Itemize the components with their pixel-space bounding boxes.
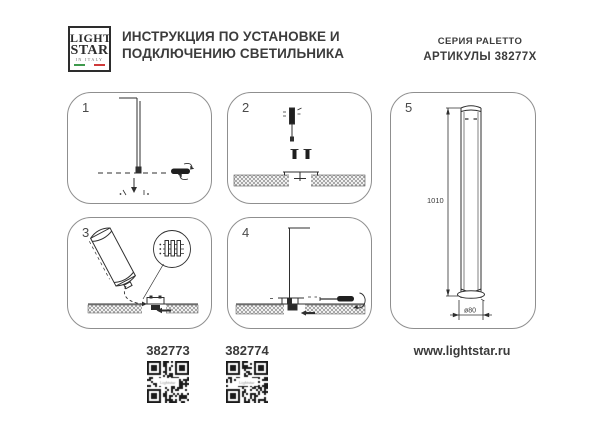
step-4-drawing xyxy=(228,218,371,328)
article-code-382773: 382773 xyxy=(146,343,190,358)
connection-wire xyxy=(124,286,147,306)
italy-flag-icon xyxy=(74,64,105,67)
lamp-pole-side-view xyxy=(119,98,141,173)
lamp-cylinder xyxy=(458,106,485,301)
articles-label: АРТИКУЛЫ 38277X xyxy=(423,51,537,63)
step-1-number: 1 xyxy=(82,100,90,115)
step-4-number: 4 xyxy=(242,225,250,240)
page-title-line1: ИНСТРУКЦИЯ ПО УСТАНОВКЕ И xyxy=(122,29,340,44)
step-2-number: 2 xyxy=(242,100,250,115)
article-code-382774: 382774 xyxy=(225,343,269,358)
step-2-panel xyxy=(227,92,372,204)
logo-text-light: LIGHT xyxy=(70,31,112,45)
terminal-block-detail xyxy=(143,231,191,300)
lamp-body-tilted xyxy=(87,225,139,293)
page-title-line2: ПОДКЛЮЧЕНИЮ СВЕТИЛЬНИКА xyxy=(122,45,345,61)
lightstar-logo xyxy=(68,26,111,72)
logo-text-star: STAR xyxy=(70,43,109,58)
flag-green-bar xyxy=(74,64,85,67)
fixing-screws xyxy=(291,150,312,160)
step-1-panel xyxy=(67,92,212,204)
step-2-drawing xyxy=(228,93,371,203)
lamp-pole-mounted xyxy=(270,228,317,310)
mounting-stud-with-rotation-arrows xyxy=(171,163,194,179)
page-title xyxy=(122,29,344,62)
step-3-number: 3 xyxy=(82,225,90,240)
height-dimension-label: 1010 xyxy=(427,196,444,205)
qr-code-382773 xyxy=(147,361,189,403)
qr-code-382774 xyxy=(226,361,268,403)
step-1-drawing xyxy=(68,93,211,203)
diameter-dimension-label: ø80 xyxy=(464,307,477,315)
anchor-bolt xyxy=(283,108,302,141)
dimensions-panel xyxy=(390,92,536,329)
logo-subtext: IN ITALY xyxy=(75,57,104,62)
step-3-panel xyxy=(67,217,212,329)
step-4-panel xyxy=(227,217,372,329)
flag-red-bar xyxy=(94,64,105,67)
lamp-dimension-drawing xyxy=(391,93,535,328)
series-label: СЕРИЯ PALETTO xyxy=(437,36,523,47)
step-3-drawing xyxy=(68,218,211,328)
step-5-number: 5 xyxy=(405,100,413,115)
website-url: www.lightstar.ru xyxy=(413,344,511,358)
height-dimension xyxy=(446,108,461,297)
detach-arrow xyxy=(120,178,149,195)
